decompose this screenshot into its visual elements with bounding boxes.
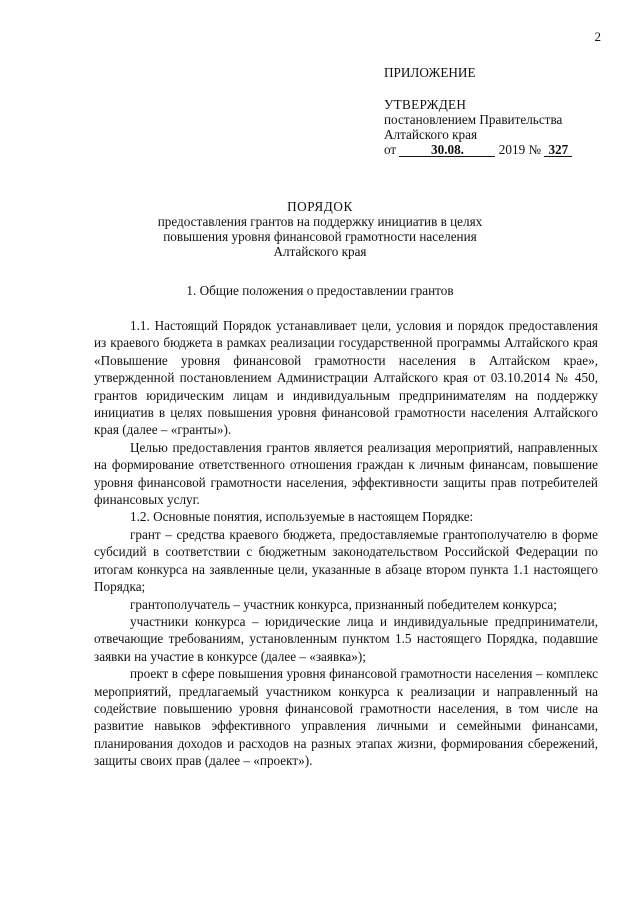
section-heading: 1. Общие положения о предоставлении грантов [186, 283, 454, 298]
paragraph: грантополучатель – участник конкурса, признанный победителем конкурса; [130, 596, 557, 612]
document-title [0, 199, 640, 259]
paragraph: Целью предоставления грантов является реализация мероприятий, направленных на формирование ответственного отношения граждан к личным финансам, повышение уровня финансовой грамотности населения, эффективности защиты прав потребителей финансовых услуг. [94, 439, 598, 508]
year-text: 2019 № [498, 142, 542, 157]
title-line-1: предоставления грантов на поддержку инициатив в целях [157, 214, 483, 229]
approval-stamp [384, 65, 604, 157]
paragraph: 1.2. Основные понятия, используемые в настоящем Порядке: [130, 509, 474, 525]
paragraph: проект в сфере повышения уровня финансовой грамотности населения – комплекс мероприятий, предлагаемый участником конкурса к реализации и направленный на содействие повышению уровня финансовой грамотности населения, в том числе на развитие навыков эффективного управления личными и семейными финансами, планирования доходов и расходов на разных этапах жизни, формирования сбережений, защиты своих прав (далее – «проект»). [94, 666, 598, 769]
date-prefix: от [384, 142, 397, 157]
title-line-2: повышения уровня финансовой грамотности населения [163, 229, 477, 244]
page-number: 2 [594, 29, 601, 44]
paragraph: грант – средства краевого бюджета, предоставляемые грантополучателю в форме субсидий в соответствии с бюджетным законодательством Российской Федерации по итогам конкурса на заявленные цели, указанные в абзаце втором пункта 1.1 настоящего Порядка; [94, 526, 598, 595]
document-body [94, 317, 598, 770]
document-number: 327 [544, 143, 572, 157]
title-line-3: Алтайского края [273, 244, 367, 259]
approval-line-2: Алтайского края [384, 127, 478, 142]
date-value: 30.08. [399, 143, 495, 157]
paragraph: 1.1. Настоящий Порядок устанавливает цели, условия и порядок предоставления из краевого бюджета в рамках реализации государственной программы Алтайского края «Повышение уровня финансовой грамотности населения в Алтайском крае», утвержденной постановлением Администрации Алтайского края от 03.10.2014 № 450, грантов юридическим лицам и индивидуальным предпринимателям на поддержку инициатив в целях повышения уровня финансовой грамотности населения Алтайского края (далее – «гранты»). [94, 318, 598, 438]
appendix-label: ПРИЛОЖЕНИЕ [384, 65, 476, 80]
approved-label: УТВЕРЖДЕН [384, 97, 467, 112]
paragraph: участники конкурса – юридические лица и индивидуальные предприниматели, отвечающие требованиям, установленным пунктом 1.5 настоящего Порядка, подавшие заявки на участие в конкурсе (далее – «заявка»); [94, 613, 598, 664]
approval-line-1: постановлением Правительства [384, 112, 563, 127]
title-heading: ПОРЯДОК [287, 199, 353, 214]
approval-date-line [384, 142, 604, 157]
